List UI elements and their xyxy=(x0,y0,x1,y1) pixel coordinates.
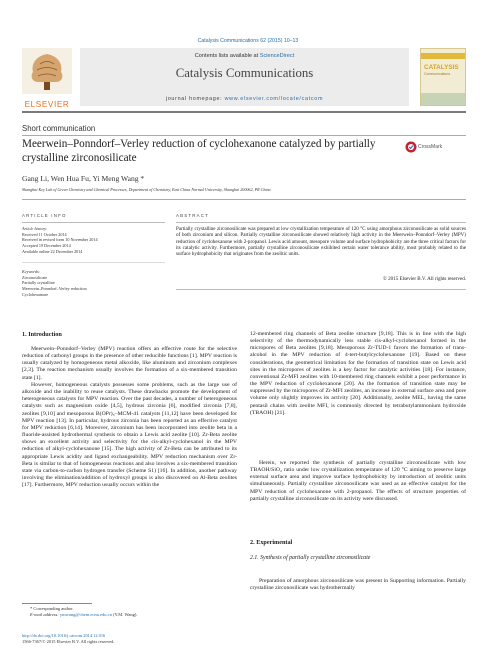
keywords xyxy=(22,269,165,298)
abstract-bottom-rule xyxy=(176,289,466,290)
abstract-text: Partially crystalline zirconosilicate was prepared at low crystallization temperature of 120 °C using amorphous zirconosilicate as solid sources of both zirconium and silicon. Partially crystalline zirconosilicate showed relatively high activity in the Meerwein–Ponndorf–Verley (MPV) reduction of cyclohexanone with 2-propanol. Lewis acid amount, mesopore volume and surface hydrophobicity are the three critical factors for its catalytic activity. Furthermore, partially crystalline zirconosilicate exhibited certain water tolerance ability, most probably related to the surface hydrophobicity that originates from the zeolitic units. xyxy=(176,226,466,258)
history-revised: Received in revised form 10 November 2014 xyxy=(22,237,98,243)
cover-stripe xyxy=(421,93,466,105)
article-history xyxy=(22,226,165,255)
keyword-item: Meerwein–Ponndorf–Verley reduction xyxy=(22,286,87,292)
affiliation-rule xyxy=(22,199,466,200)
footnote xyxy=(30,606,240,619)
crossmark-label: CrossMark xyxy=(418,144,443,150)
journal-homepage xyxy=(80,96,409,102)
email-suffix: (Y.M. Wang). xyxy=(111,612,138,618)
affiliation: Shanghai Key Lab of Green Chemistry and Chemical Processes, Department of Chemistry, East China Normal University, Shanghai 200062, PR China xyxy=(22,187,271,192)
footer xyxy=(22,633,322,645)
article-title: Meerwein–Ponndorf–Verley reduction of cyclohexanone catalyzed by partially crystalline zirconosilicate xyxy=(22,138,376,164)
history-accepted: Accepted 19 December 2014 xyxy=(22,243,71,249)
intro-paragraph-2: However, homogeneous catalysts possesses some problems, such as the large use of alkoxide and the inability to reuse catalysts. These drawbacks promote the development of heterogeneous catalysts for MPV reaction. Over the past decades, a number of heterogeneous catalysts such as magnesium oxide [4,5], hydrous zirconia [6], modified zirconia [7,8], zeolites [9,10] and mesoporous B(OPr)₃–MCM-41 catalysts [11,12] have been developed for MPV reaction [13]. In particular, hydrous zirconia has been reported as an effective catalyst for MPV reduction [6,14]. Moreover, zirconium has been incorporated into zeolite beta in a fluoride-assisted hydrothermal synthesis to obtain a Lewis acid zeolite [10]. Zr-Beta zeolite shows an excellent activity and selectivity for the cis-alkyl-cyclohexanol in the MPV reduction of alkyl-cyclohexanone [15]. The high activity of Zr-Beta can be attributed to its appropriate Lewis acidity and ligand exchangeability. MPV reduction mechanism over Zr-Beta is similar to that of homogeneous reactions and also involves a six-membered transition state via carbon-to-carbon hydrogen transfer (Scheme S1) [16]. In addition, another pathway involving the elimination/addition of hydroxyl groups is also discovered on Al-Beta zeolites [17]. Furthermore, MPV reduction usually occurs within the xyxy=(22,382,237,489)
history-label: Article history: xyxy=(22,226,48,231)
intro-paragraph-3: 12-membered ring channels of Beta zeolite structure [9,18]. This is in line with the high selectivity of the thermodynamically less stable cis-alkyl-cyclohexanol formed in the micropores of Beta zeolites [9,18]. Mesoporous Zr-TUD-1 favors the formation of trans-alcohol in the MPV reduction of 4-tert-butylcyclohexanone [19]. Based on these considerations, the geometrical limitation for the formation of transition state on Lewis acid sites in the micropores of zeolites is a key factor for catalytic activities [18]. For instance, conventional Zr-MFI zeolites with 10-membered ring channels exhibit a poor performance in the MPV reduction of cyclohexanone [20]. As the formation of transition state may be suppressed by the micropores of Zr-MFI zeolites, an increase in external surface area and pore volume only slightly improves its activity [20]. Additionally, zeolite MEL, having the same pentasil chains with zeolite MFI, is commonly directed by tetrabutylammonium hydroxide (TBAOH) [21]. xyxy=(250,331,466,416)
contents-line xyxy=(80,53,409,59)
history-received: Received 11 October 2014 xyxy=(22,231,67,237)
crossmark-badge[interactable] xyxy=(405,141,465,154)
journal-citation: Catalysis Communications 62 (2015) 10–13 xyxy=(197,38,299,44)
author-email-link[interactable]: ymwang@chem.ecnu.edu.cn xyxy=(59,612,112,618)
keyword-item: Cyclohexanone xyxy=(22,291,49,297)
abstract-copyright: © 2015 Elsevier B.V. All rights reserved. xyxy=(383,276,466,282)
introduction-heading: 1. Introduction xyxy=(22,331,62,338)
keyword-item: Zirconosilicate xyxy=(22,274,48,280)
footnote-email-line xyxy=(30,612,240,618)
cover-band xyxy=(421,53,466,59)
keyword-item: Partially crystalline xyxy=(22,280,55,286)
history-online: Available online 22 December 2014 xyxy=(22,248,83,254)
contents-prefix: Contents lists available at xyxy=(194,53,260,59)
homepage-link[interactable]: www.elsevier.com/locate/catcom xyxy=(224,96,324,102)
elsevier-tree-icon xyxy=(22,48,72,94)
footnote-rule xyxy=(22,603,92,604)
elsevier-logo xyxy=(22,48,72,109)
article-type-rule xyxy=(22,135,466,136)
cover-title: CATALYSIS xyxy=(424,64,459,71)
abstract-rule xyxy=(176,222,466,223)
abstract-heading: ABSTRACT xyxy=(176,213,210,218)
crossmark-icon xyxy=(405,141,417,153)
publisher-name: ELSEVIER xyxy=(24,100,70,109)
keywords-label: Keywords: xyxy=(22,269,40,274)
intro-paragraph-1: Meerwein–Ponndorf–Verley (MPV) reaction offers an effective route for the selective reduction of carbonyl groups in the presence of other reducible functions [1]. MPV reaction is usually catalyzed by homogeneous metal alkoxide, like aluminum and zirconium complexes [2,3]. The reaction mechanism usually involves the formation of a six-membered transition state [1]. xyxy=(22,346,237,381)
sciencedirect-link[interactable]: ScienceDirect xyxy=(259,53,295,59)
article-info-heading: ARTICLE INFO xyxy=(22,213,67,218)
authors: Gang Li, Wen Hua Fu, Yi Meng Wang * xyxy=(22,174,145,183)
doi-link[interactable]: http://dx.doi.org/10.1016/j.catcom.2014.12.016 xyxy=(22,633,106,638)
article-type: Short communication xyxy=(22,124,96,133)
experimental-subheading: 2.1. Synthesis of partially crystalline zirconosilicate xyxy=(250,555,371,561)
experimental-heading: 2. Experimental xyxy=(250,539,293,546)
article-info-rule xyxy=(22,222,165,223)
experimental-paragraph-1: Preparation of amorphous zirconosilicate was present in Supporting information. Partially crystalline zirconosilicate was hydrothermally xyxy=(250,578,466,592)
issn-line: 1566-7367/© 2015 Elsevier B.V. All rights reserved. xyxy=(22,639,115,645)
journal-title: Catalysis Communications xyxy=(175,66,314,80)
cover-subtitle: Communications xyxy=(424,72,451,76)
journal-cover[interactable] xyxy=(420,48,466,106)
homepage-prefix: journal homepage: xyxy=(165,96,225,102)
header-rule xyxy=(22,111,466,113)
keywords-rule xyxy=(22,262,165,263)
corresponding-author: * Corresponding author. xyxy=(30,606,74,611)
intro-paragraph-4: Herein, we reported the synthesis of partially crystalline zirconosilicate with low TBAOH/SiO₂ ratio under low crystallization temperature of 120 °C aiming to preserve large external surface area and improve surface hydrophobicity by introduction of zeolitic units simultaneously. Partially crystalline zirconosilicate was used as an effective catalyst for the MPV reduction of cyclohexanone with 2-propanol. The effects of structure properties of partially crystalline zirconosilicate on its activity were discussed. xyxy=(250,460,466,502)
email-label: E-mail address: xyxy=(30,612,60,618)
